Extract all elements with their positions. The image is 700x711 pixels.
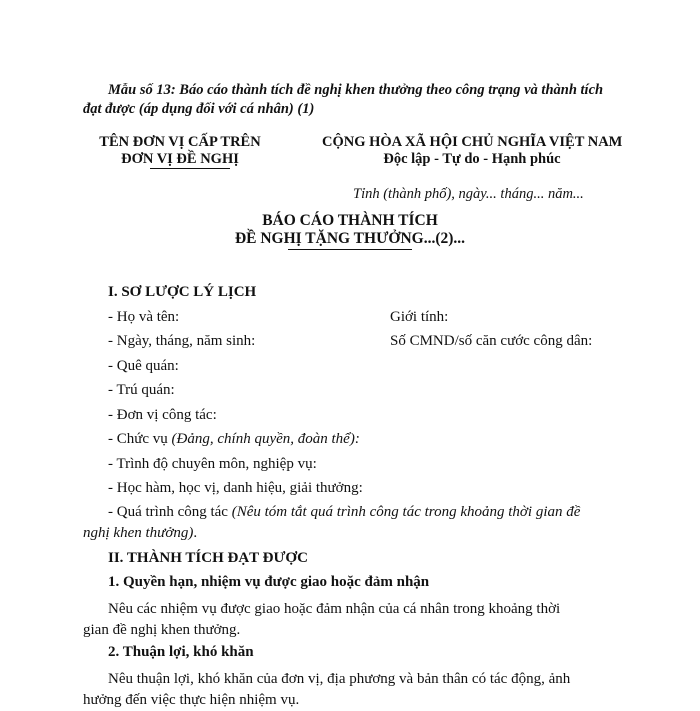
field-career-note-2: nghị khen thưởng) bbox=[83, 525, 194, 541]
section-1-heading: I. SƠ LƯỢC LÝ LỊCH bbox=[108, 284, 257, 300]
proposing-unit-name: ĐƠN VỊ ĐỀ NGHỊ bbox=[121, 151, 239, 167]
field-residence: - Trú quán: bbox=[108, 382, 175, 398]
field-id-number: Số CMND/số căn cước công dân: bbox=[390, 333, 593, 349]
field-full-name: - Họ và tên: bbox=[108, 309, 180, 325]
report-subtitle: ĐỀ NGHỊ TẶNG THƯỞNG...(2)... bbox=[234, 230, 466, 247]
section-2-heading: II. THÀNH TÍCH ĐẠT ĐƯỢC bbox=[108, 550, 308, 566]
field-career-label: - Quá trình công tác bbox=[108, 504, 232, 520]
form-title-line-1: Mẫu số 13: Báo cáo thành tích đề nghị khen thưởng theo công trạng và thành tích bbox=[108, 82, 604, 98]
subsection-1-text-1: Nêu các nhiệm vụ được giao hoặc đảm nhận của cá nhân trong khoảng thời bbox=[108, 601, 561, 617]
subsection-1-text-2: gian đề nghị khen thưởng. bbox=[83, 622, 241, 638]
field-position-label: - Chức vụ bbox=[108, 431, 172, 447]
field-qualification: - Trình độ chuyên môn, nghiệp vụ: bbox=[108, 456, 317, 472]
title-underline bbox=[288, 249, 412, 250]
place-date-line: Tỉnh (thành phố), ngày... tháng... năm... bbox=[353, 186, 584, 202]
subsection-2-text-2: hưởng đến việc thực hiện nhiệm vụ. bbox=[83, 692, 300, 708]
field-titles-awards: - Học hàm, học vị, danh hiệu, giải thưởng: bbox=[108, 480, 363, 496]
field-workplace: - Đơn vị công tác: bbox=[108, 407, 217, 423]
field-career-end: . bbox=[193, 525, 198, 541]
form-title-line-2: đạt được (áp dụng đối với cá nhân) (1) bbox=[83, 101, 315, 117]
field-career-line-2 bbox=[83, 525, 197, 542]
subsection-1-heading: 1. Quyền hạn, nhiệm vụ được giao hoặc đảm nhận bbox=[108, 574, 430, 590]
national-title: CỘNG HÒA XÃ HỘI CHỦ NGHĨA VIỆT NAM bbox=[322, 134, 623, 150]
superior-unit-name: TÊN ĐƠN VỊ CẤP TRÊN bbox=[99, 134, 261, 150]
subsection-2-heading: 2. Thuận lợi, khó khăn bbox=[108, 644, 254, 660]
field-gender: Giới tính: bbox=[390, 309, 449, 325]
national-motto: Độc lập - Tự do - Hạnh phúc bbox=[383, 151, 561, 167]
report-title: BÁO CÁO THÀNH TÍCH bbox=[262, 212, 438, 229]
field-date-of-birth: - Ngày, tháng, năm sinh: bbox=[108, 333, 256, 349]
subsection-2-text-1: Nêu thuận lợi, khó khăn của đơn vị, địa phương và bản thân có tác động, ảnh bbox=[108, 671, 571, 687]
field-hometown: - Quê quán: bbox=[108, 358, 179, 374]
field-career-note-1: (Nêu tóm tắt quá trình công tác trong khoảng thời gian đề bbox=[231, 504, 581, 520]
field-position bbox=[108, 431, 360, 448]
unit-underline bbox=[150, 168, 230, 169]
field-position-note: (Đảng, chính quyền, đoàn thể): bbox=[171, 431, 360, 447]
field-career-line-1 bbox=[108, 504, 580, 521]
